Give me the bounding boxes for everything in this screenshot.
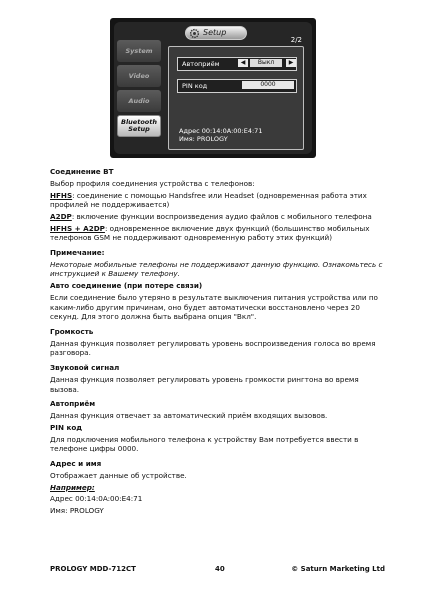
bluetooth-settings-panel: [168, 46, 304, 150]
device-screen: [114, 22, 312, 154]
section-ring-title: Звуковой сигнал: [50, 363, 120, 373]
right-arrow-icon[interactable]: ▶: [286, 59, 296, 67]
example-name: Имя: PROLOGY: [50, 506, 104, 516]
section-auto-text: Если соединение было утеряно в результате выключения питания устройства или по каким-либо другим причинам, оно будет автоматически восстановлено через 20 секунд. Для этого должна быть выбрана опция "Вкл".: [50, 293, 378, 322]
section-addr-title: Адрес и имя: [50, 459, 102, 469]
menu-bluetooth-setup[interactable]: Bluetooth Setup: [117, 115, 161, 137]
device-name: Имя: PROLOGY: [179, 135, 228, 143]
item-hfhs: [50, 191, 385, 210]
section-addr-text: Отображает данные об устройстве.: [50, 470, 187, 480]
section-volume-text: Данная функция позволяет регулировать уровень воспроизведения голоса во время разговора.: [50, 338, 376, 358]
note-text: Некоторые мобильные телефоны не поддерживают данную функцию. Ознакомьтесь с инструкцией к Вашему телефону.: [50, 259, 383, 279]
item-a2dp: [50, 212, 385, 222]
autoanswer-label: Автоприём: [182, 60, 220, 68]
menu-video[interactable]: Video: [117, 65, 161, 87]
manual-text: [50, 167, 385, 518]
setup-sidebar: [117, 40, 165, 140]
left-arrow-icon[interactable]: ◀: [238, 59, 248, 67]
item-both: [50, 224, 385, 243]
text-hfhs: : соединение с помощью Handsfree или Headset (одновременная работа этих профилей не поддерживается): [50, 190, 367, 210]
pin-row[interactable]: [177, 79, 297, 93]
pin-value: 0000: [242, 81, 294, 89]
footer-copyright: © Saturn Marketing Ltd: [291, 565, 385, 573]
device-info: [179, 127, 262, 143]
term-both: HFHS + A2DP: [50, 223, 105, 233]
page-footer: [50, 565, 385, 575]
autoanswer-value: Выкл: [250, 59, 282, 67]
page-indicator: 2/2: [290, 36, 302, 44]
footer-model: PROLOGY MDD-712CT: [50, 565, 136, 573]
term-a2dp: A2DP: [50, 211, 72, 221]
note-label: Примечание:: [50, 248, 105, 258]
pin-label: PIN код: [182, 82, 208, 90]
section-volume-title: Громкость: [50, 327, 94, 336]
device-address: Адрес 00:14:0A:00:E4:71: [179, 127, 263, 135]
device-screenshot: [110, 18, 316, 158]
section-autoanswer-text: Данная функция отвечает за автоматический приём входящих вызовов.: [50, 411, 328, 421]
gear-icon: [189, 28, 200, 39]
section-connection-title: Соединение BT: [50, 167, 114, 176]
section-autoanswer-title: Автоприём: [50, 399, 96, 409]
menu-audio[interactable]: Audio: [117, 90, 161, 112]
footer-page-number: 40: [215, 565, 225, 573]
example-label: Например:: [50, 482, 95, 492]
text-both: : одновременное включение двух функций (большинство мобильных телефонов GSM не поддерживают одновременную работу этих функций): [50, 223, 370, 243]
section-pin-text: Для подключения мобильного телефона к устройству Вам потребуется ввести в телефоне цифры 0000.: [50, 434, 359, 454]
section-pin-title: PIN код: [50, 422, 83, 432]
text-a2dp: : включение функции воспроизведения аудио файлов с мобильного телефона: [71, 211, 372, 221]
section-connection-sub: Выбор профиля соединения устройства с телефонов:: [50, 178, 255, 188]
section-ring-text: Данная функция позволяет регулировать уровень громкости рингтона во время вызова.: [50, 374, 359, 394]
setup-title: Setup: [203, 28, 227, 37]
menu-system[interactable]: System: [117, 40, 161, 62]
setup-title-pill: [185, 26, 247, 40]
example-addr: Адрес 00:14:0A:00:E4:71: [50, 494, 143, 504]
term-hfhs: HFHS: [50, 190, 73, 200]
section-auto-title: Авто соединение (при потере связи): [50, 281, 203, 291]
autoanswer-row[interactable]: [177, 57, 297, 71]
